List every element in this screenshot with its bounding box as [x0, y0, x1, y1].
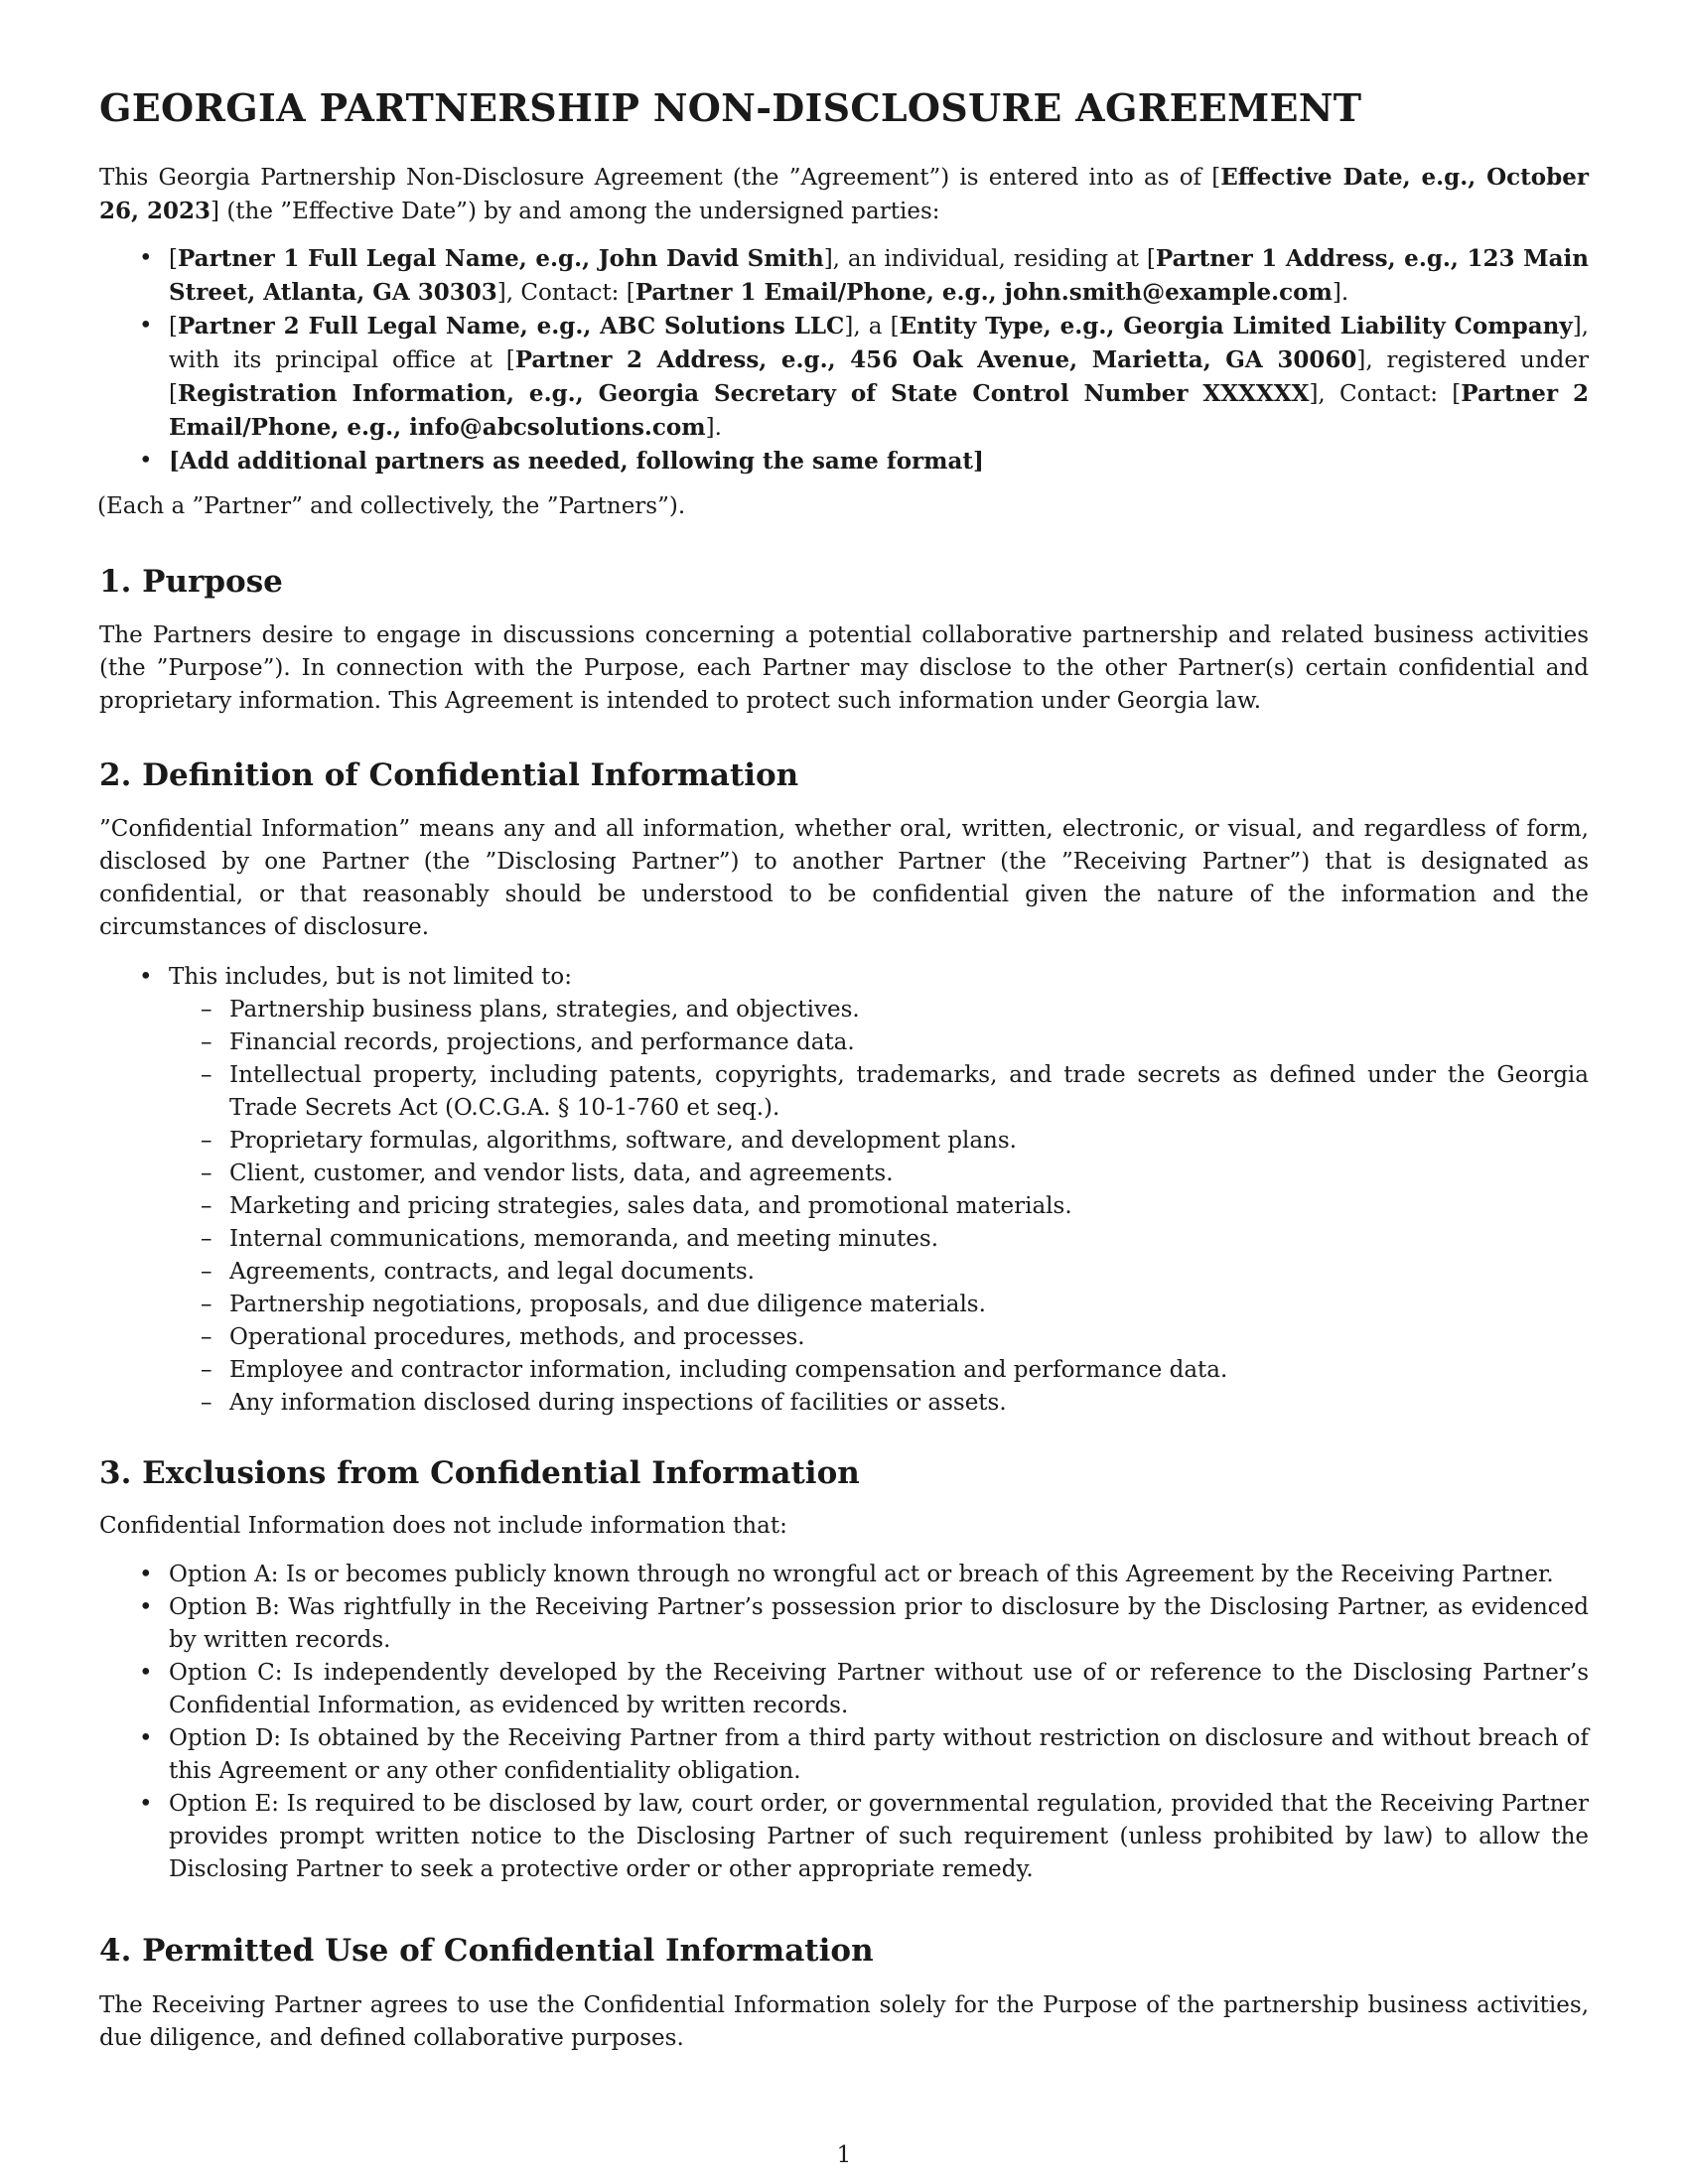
partner-2-text: ], with its principal office at [: [169, 314, 1589, 373]
list-item: – Partnership business plans, strategies, and objectives.: [169, 994, 1589, 1026]
list-item: – Proprietary formulas, algorithms, software, and development plans.: [169, 1125, 1589, 1158]
list-item: – Any information disclosed during inspections of facilities or assets.: [169, 1387, 1589, 1420]
section-2-list: [99, 961, 1589, 1420]
list-item: [99, 961, 1589, 1420]
document-title: GEORGIA PARTNERSHIP NON-DISCLOSURE AGREEMENT: [99, 85, 1362, 130]
list-item: – Internal communications, memoranda, and meeting minutes.: [169, 1223, 1589, 1256]
bracket: [: [169, 246, 178, 272]
section-1-heading: 1. Purpose: [99, 564, 283, 600]
partners-list: [99, 242, 1589, 478]
partner-2-item: [99, 310, 1589, 445]
partner-1-text: ].: [1332, 280, 1349, 306]
effective-date-placeholder: Effective Date, e.g., October 26, 2023: [99, 164, 1589, 224]
section-2-heading: 2. Definition of Confidential Information: [99, 757, 799, 793]
list-item: – Client, customer, and vendor lists, data, and agreements.: [169, 1158, 1589, 1190]
list-item: – Marketing and pricing strategies, sales data, and promotional materials.: [169, 1190, 1589, 1223]
section-4-heading: 4. Permitted Use of Confidential Information: [99, 1933, 874, 1969]
partner-2-address: Partner 2 Address, e.g., 456 Oak Avenue, Marietta, GA 30060: [514, 346, 1357, 373]
partner-1-name: Partner 1 Full Legal Name, e.g., John David Smith: [177, 245, 824, 272]
list-item: • Option E: Is required to be disclosed by law, court order, or governmental regulation, provided that the Receiving Partner provides prompt written notice to the Disclosing Partner of such requirement (unless prohibited by law) to allow the Disclosing Partner to seek a protective order or other appropriate remedy.: [99, 1788, 1589, 1886]
intro-paragraph: [99, 161, 1589, 228]
partner-2-entity-type: Entity Type, e.g., Georgia Limited Liability Company: [899, 313, 1573, 340]
list-item: – Operational procedures, methods, and processes.: [169, 1321, 1589, 1354]
partner-1-text: ], an individual, residing at [: [823, 246, 1156, 272]
bracket: [: [169, 448, 180, 475]
partner-2-text: ].: [705, 415, 722, 441]
section-4-text: The Receiving Partner agrees to use the Confidential Information solely for the Purpose of the partnership business activities, due diligence, and defined collaborative purposes.: [99, 1992, 1589, 2051]
partner-1-item: [99, 242, 1589, 310]
partner-1-address: Partner 1 Address, e.g., 123 Main Street, Atlanta, GA 30303: [169, 245, 1589, 306]
partner-2-contact: Partner 2 Email/Phone, e.g., info@abcsolutions.com: [169, 380, 1589, 441]
each-partner-definition: (Each a ”Partner” and collectively, the ”Partners”).: [97, 493, 686, 519]
list-item: • Option A: Is or becomes publicly known through no wrongful act or breach of this Agreement by the Receiving Partner.: [99, 1559, 1589, 1591]
partner-2-text: ], a [: [844, 314, 900, 340]
intro-text-2: ] (the ”Effective Date”) by and among the undersigned parties:: [211, 199, 940, 224]
page-number: 1: [836, 2142, 852, 2168]
additional-partners-note: Add additional partners as needed, following the same format: [179, 448, 974, 475]
partner-1-contact: Partner 1 Email/Phone, e.g., john.smith@example.com: [634, 279, 1333, 306]
includes-label: This includes, but is not limited to:: [169, 964, 572, 990]
confidential-info-sublist: [169, 994, 1589, 1420]
list-item: – Intellectual property, including patents, copyrights, trademarks, and trade secrets as defined under the Georgia Trade Secrets Act (O.C.G.A. § 10-1-760 et seq.).: [169, 1059, 1589, 1125]
list-item: • Option B: Was rightfully in the Receiving Partner’s possession prior to disclosure by the Disclosing Partner, as evidenced by written records.: [99, 1591, 1589, 1657]
partner-2-name: Partner 2 Full Legal Name, e.g., ABC Solutions LLC: [177, 313, 845, 340]
bracket: [: [169, 314, 178, 340]
section-3-list: [99, 1559, 1589, 1886]
section-2-text: ”Confidential Information” means any and all information, whether oral, written, electronic, or visual, and regardless of form, disclosed by one Partner (the ”Disclosing Partner”) to another Partner (the ”Receiving Partner”) that is designated as confidential, or that reasonably should be understood to be confidential given the nature of the information and the circumstances of disclosure.: [99, 816, 1589, 940]
list-item: – Agreements, contracts, and legal documents.: [169, 1256, 1589, 1289]
list-item: • Option C: Is independently developed by the Receiving Partner without use of or reference to the Disclosing Partner’s Confidential Information, as evidenced by written records.: [99, 1657, 1589, 1722]
section-3-heading: 3. Exclusions from Confidential Information: [99, 1455, 860, 1491]
intro-text-1: This Georgia Partnership Non-Disclosure Agreement (the ”Agreement”) is entered into as of [: [99, 165, 1221, 191]
list-item: • Option D: Is obtained by the Receiving Partner from a third party without restriction on disclosure and without breach of this Agreement or any other confidentiality obligation.: [99, 1722, 1589, 1788]
partner-2-registration: Registration Information, e.g., Georgia Secretary of State Control Number XXXXXX: [177, 380, 1310, 407]
list-item: – Financial records, projections, and performance data.: [169, 1026, 1589, 1059]
partner-1-text: ], Contact: [: [496, 280, 635, 306]
list-item: – Partnership negotiations, proposals, and due diligence materials.: [169, 1289, 1589, 1321]
bracket: ]: [973, 448, 984, 475]
additional-partners-item: [99, 445, 1589, 478]
partner-2-text: ], Contact: [: [1309, 381, 1462, 407]
list-item: – Employee and contractor information, including compensation and performance data.: [169, 1354, 1589, 1387]
section-1-text: The Partners desire to engage in discussions concerning a potential collaborative partnership and related business activities (the ”Purpose”). In connection with the Purpose, each Partner may disclose to the other Partner(s) certain confidential and proprietary information. This Agreement is intended to protect such information under Georgia law.: [99, 622, 1589, 714]
partner-2-text: ], registered under [: [169, 347, 1589, 407]
section-3-text: Confidential Information does not include information that:: [99, 1513, 787, 1539]
